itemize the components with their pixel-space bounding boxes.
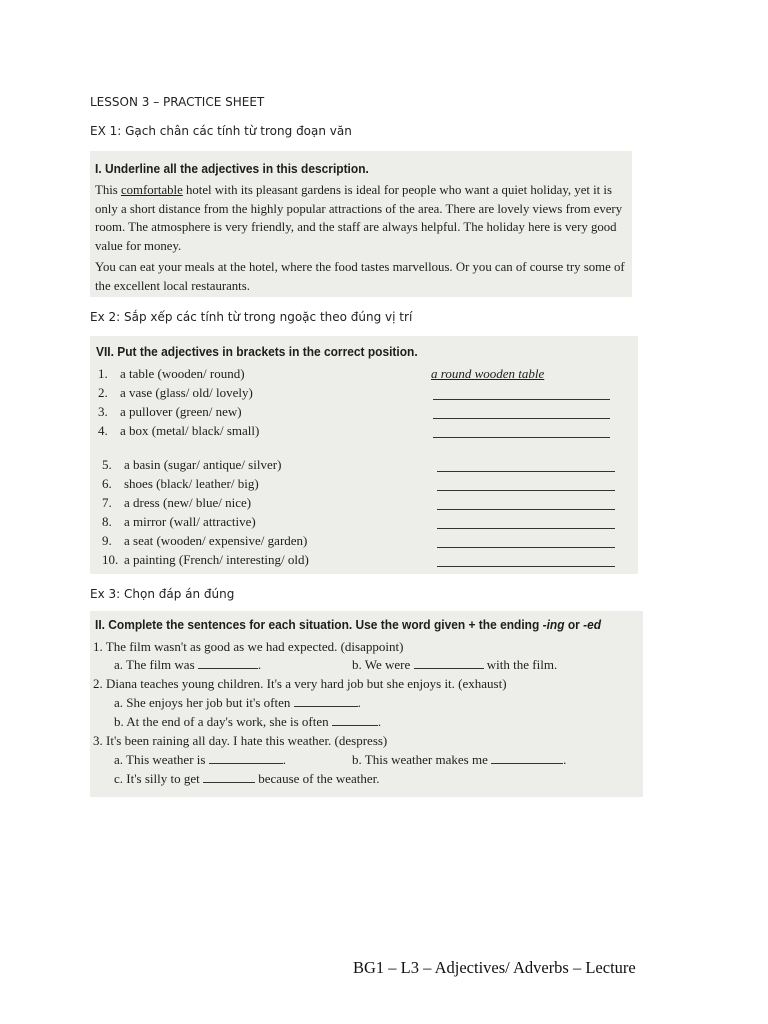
ex1-heading: I. Underline all the adjectives in this description. [95, 161, 369, 176]
ex3-q3a: a. This weather is . [114, 752, 286, 767]
underlined-adjective: comfortable [120, 183, 183, 197]
answer-blank [433, 404, 610, 419]
ex1-paragraph-2: You can eat your meals at the hotel, where the food tastes marvellous. Or you can of course try some of the excellent local restaurants. [95, 260, 625, 293]
ex2-item-10: 10. a painting (French/ interesting/ old) [102, 552, 309, 567]
answer-blank [437, 552, 615, 567]
ex3-heading: II. Complete the sentences for each situation. Use the word given + the ending -ing or -ed [95, 617, 602, 632]
ex3-scan [90, 611, 643, 797]
answer-blank [433, 423, 610, 438]
ex2-example-answer: a round wooden table [431, 366, 545, 381]
ex3-q1b: b. We were with the film. [352, 657, 558, 672]
ex3-q3: 3. It's been raining all day. I hate this weather. (despress) [93, 733, 388, 748]
ex2-item-6: 6. shoes (black/ leather/ big) [102, 476, 259, 491]
ex2-item-4: 4. a box (metal/ black/ small) [98, 423, 260, 438]
ex3-q3c: c. It's silly to get because of the weather. [114, 771, 380, 786]
ex2-item-3: 3. a pullover (green/ new) [98, 404, 242, 419]
ex1-paragraph-1: This comfortable hotel with its pleasant gardens is ideal for people who want a quiet holiday, yet it is only a short distance from the highly popular attractions of the area. There are lovely views from every room. The atmosphere is very friendly, and the staff are always helpful. The holiday here is very good value for money. [95, 183, 623, 253]
ex3-label: Ex 3: Chọn đáp án đúng [90, 587, 235, 601]
ex1-label: EX 1: Gạch chân các tính từ trong đoạn văn [90, 124, 352, 138]
ex2-item-1: 1. a table (wooden/ round) [98, 366, 245, 381]
ex2-scan [90, 336, 638, 574]
answer-blank [433, 385, 610, 400]
page-title: LESSON 3 – PRACTICE SHEET [90, 95, 265, 109]
ex2-heading: VII. Put the adjectives in brackets in the correct position. [96, 344, 418, 359]
page-footer: BG1 – L3 – Adjectives/ Adverbs – Lecture [353, 958, 636, 977]
ex3-q3b: b. This weather makes me . [352, 752, 567, 767]
ex2-item-7: 7. a dress (new/ blue/ nice) [102, 495, 252, 510]
answer-blank [437, 533, 615, 548]
ex2-label: Ex 2: Sắp xếp các tính từ trong ngoặc theo đúng vị trí [90, 310, 413, 324]
answer-blank [437, 457, 615, 472]
ex2-item-9: 9. a seat (wooden/ expensive/ garden) [102, 533, 308, 548]
answer-blank [437, 495, 615, 510]
answer-blank [437, 476, 615, 491]
ex2-item-8: 8. a mirror (wall/ attractive) [102, 514, 256, 529]
ex3-q2a: a. She enjoys her job but it's often . [114, 695, 361, 710]
ex1-scan [90, 151, 632, 297]
answer-blank [437, 514, 615, 529]
ex3-q1: 1. The film wasn't as good as we had expected. (disappoint) [93, 639, 404, 654]
ex3-q2b: b. At the end of a day's work, she is often . [114, 714, 382, 729]
ex2-item-5: 5. a basin (sugar/ antique/ silver) [102, 457, 282, 472]
ex2-item-2: 2. a vase (glass/ old/ lovely) [98, 385, 253, 400]
ex3-q1a: a. The film was . [114, 657, 262, 672]
ex3-q2: 2. Diana teaches young children. It's a very hard job but she enjoys it. (exhaust) [93, 676, 507, 691]
